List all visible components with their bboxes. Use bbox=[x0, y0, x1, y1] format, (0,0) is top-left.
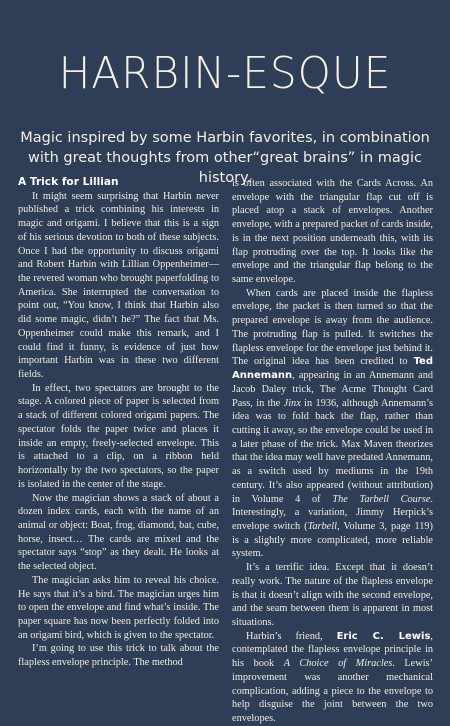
publication-title: The Tarbell Course bbox=[332, 493, 431, 505]
left-column bbox=[18, 176, 219, 670]
publication-title: Tarbell bbox=[307, 520, 337, 532]
subtitle-line-1: Magic inspired by some Harbin favorites, in combination bbox=[20, 130, 430, 146]
text-run: , contemplated the flapless envelope principle in his book bbox=[232, 630, 433, 670]
text-run: Harbin’s friend, bbox=[246, 630, 337, 642]
publication-title: A Choice of Miracles bbox=[283, 658, 393, 670]
text-run: , Volume 3, page 119) is a slightly more complicated, more reliable system. bbox=[232, 520, 433, 560]
paragraph: The magician asks him to reveal his choice. He says that it’s a bird. The magician urges him to open the envelope and find what’s inside. The paper square has now been perfectly folded into an origami bird, which is given to the spectator. bbox=[18, 574, 219, 641]
paragraph bbox=[232, 630, 433, 726]
text-run: . Lewis’ improvement was another mechanical complication, adding a piece to the envelope to help disguise the joint between the two envelopes. bbox=[232, 658, 433, 725]
publication-title: Jinx bbox=[283, 397, 301, 409]
paragraph bbox=[232, 287, 433, 561]
right-column bbox=[232, 177, 433, 726]
subtitle-line-2: with great thoughts from other“great brains” in magic history. bbox=[28, 150, 422, 186]
article-title: HARBIN-ESQUE bbox=[58, 48, 392, 99]
paragraph: It’s a terrific idea. Except that it doesn’t really work. The nature of the flapless envelope is that it doesn’t align with the second envelope, and the seam between them is apparent in most situations. bbox=[232, 562, 433, 628]
text-run: . Interestingly, a variation, Jimmy Herpick’s envelope switch ( bbox=[232, 493, 433, 532]
paragraph: I’m going to use this trick to talk about the flapless envelope principle. The method bbox=[18, 643, 219, 669]
text-run: When cards are placed inside the flapless envelope, the packet is then turned so that the prepared envelope is away from the audience. The protruding flap is pulled. It switches the flapless envelope for the envelope just behind it. The original idea has been credited to bbox=[232, 287, 433, 368]
paragraph: Now the magician shows a stack of about a dozen index cards, each with the name of an animal or object: Boat, frog, diamond, bat, cube, horse, insect… The cards are mixed and the spectator says “stop” as they dealt. He looks at the selected object. bbox=[18, 492, 219, 573]
paragraph: It might seem surprising that Harbin never published a trick combining his interests in magic and origami. I believe that this is a sign of his serious devotion to both of these subjects. Once I had the opportunity to discuss origami and Robert Harbin with Lillian Oppenheimer—the revered woman who brought paperfolding to America. She interrupted the conversation to point out, “You know, I think that Harbin also did some magic, didn’t he?” The fact that Ms. Oppenheimer could make this remark, and I could find it funny, is evidence of just how important Harbin was in these two different fields. bbox=[18, 190, 219, 381]
paragraph: is often associated with the Cards Across. An envelope with the triangular flap cut off is placed atop a stack of envelopes. Another envelope, with a prepared packet of cards inside, is in the next position underneath this, with its flap protruding over the top. It looks like the envelope and the triangular flap belong to the same envelope. bbox=[232, 178, 433, 286]
person-name: Eric C. Lewis bbox=[336, 630, 431, 642]
text-run: , appearing in an Annemann and Jacob Daley trick, The Acme Thought Card Pass, in the bbox=[232, 370, 433, 409]
text-run: in 1936, although Annemann’s idea was to fold back the flap, rather than cutting it away, so the envelope could be used in a later phase of the trick. Max Maven theorizes that the idea may well have predated Annemann, as a switch used by mediums in the 19th century. It’s also appeared (without attribution) in Volume 4 of bbox=[232, 397, 433, 505]
person-name: Ted Annemann bbox=[232, 356, 433, 382]
section-heading: A Trick for Lillian bbox=[18, 176, 119, 188]
paragraph: In effect, two spectators are brought to the stage. A colored piece of paper is selected from a stack of different colored origami papers. The spectator folds the paper twice and places it inside an empty, freely-selected envelope. This is attached to a clip, on a ribbon held horizontally by the two spectators, so the paper is isolated in the center of the stage. bbox=[18, 382, 219, 490]
